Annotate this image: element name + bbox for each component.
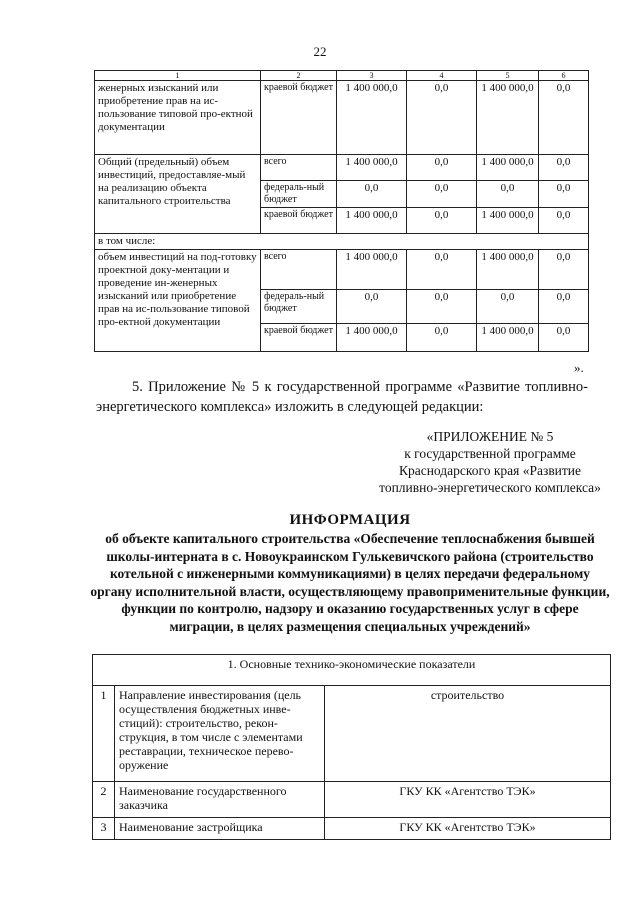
document-subtitle: об объекте капитального строительства «Обеспечение теплоснабжения бывшей школы-интерната в с. Новоукраинском Гулькевичского района (строительство котельной с инженерными коммуникациями) в целях передачи федеральному органу исполнительной власти, осуществляющему правоприменительные функции, функции по контролю, надзору и оказанию государственных услуг в сфере миграции, в целях размещения специальных учреждений»: [90, 531, 610, 634]
column-number: 3: [337, 71, 407, 81]
amount-cell: 1 400 000,0: [477, 81, 539, 155]
appendix-line: топливно-энергетического комплекса»: [379, 480, 601, 495]
table-row: [93, 686, 611, 782]
table-header-row: [95, 71, 589, 81]
table-row: [93, 818, 611, 840]
budget-type: всего: [261, 155, 337, 181]
amount-cell: 0,0: [539, 181, 589, 208]
row-label: Наименование государственного заказчика: [115, 782, 325, 818]
budget-type: краевой бюджет: [261, 324, 337, 352]
table-row: [93, 782, 611, 818]
amount-cell: 0,0: [407, 324, 477, 352]
section-title: 1. Основные технико-экономические показатели: [93, 655, 611, 686]
amount-cell: 0,0: [407, 208, 477, 234]
row-value: ГКУ КК «Агентство ТЭК»: [325, 782, 611, 818]
table-section-row: [93, 655, 611, 686]
amount-cell: 1 400 000,0: [337, 324, 407, 352]
amount-cell: 0,0: [407, 155, 477, 181]
amount-cell: 0,0: [407, 181, 477, 208]
row-number: 1: [93, 686, 115, 782]
budget-type: краевой бюджет: [261, 208, 337, 234]
amount-cell: 0,0: [539, 324, 589, 352]
budget-type: федераль-ный бюджет: [261, 181, 337, 208]
amount-cell: 0,0: [539, 81, 589, 155]
row-number: 3: [93, 818, 115, 840]
section-label: в том числе:: [95, 234, 589, 250]
column-number: 2: [261, 71, 337, 81]
amount-cell: 0,0: [477, 290, 539, 324]
table-row: [95, 250, 589, 290]
table-row: [95, 234, 589, 250]
budget-type: краевой бюджет: [261, 81, 337, 155]
amount-cell: 0,0: [407, 250, 477, 290]
amount-cell: 1 400 000,0: [337, 81, 407, 155]
page-number: 22: [313, 44, 327, 59]
investment-table: [94, 70, 589, 352]
row-value: ГКУ КК «Агентство ТЭК»: [325, 818, 611, 840]
amount-cell: 0,0: [539, 208, 589, 234]
row-description: Общий (предельный) объем инвестиций, предоставляе-мый на реализацию объекта капитального строительства: [95, 155, 261, 234]
appendix-line: к государственной программе: [404, 446, 576, 461]
amount-cell: 0,0: [539, 250, 589, 290]
column-number: 4: [407, 71, 477, 81]
row-description: объем инвестиций на под-готовку проектной доку-ментации и проведение ин-женерных изысканий или приобретение прав на ис-пользование типовой про-ектной документации: [95, 250, 261, 352]
appendix-line: «ПРИЛОЖЕНИЕ № 5: [426, 429, 554, 444]
indicators-table: [92, 654, 611, 840]
amendment-paragraph: 5. Приложение № 5 к государственной программе «Развитие топливно-энергетического комплекса» изложить в следующей редакции:: [96, 379, 588, 415]
column-number: 6: [539, 71, 589, 81]
amount-cell: 0,0: [337, 290, 407, 324]
amount-cell: 0,0: [539, 155, 589, 181]
table-row: [95, 155, 589, 181]
amount-cell: 0,0: [337, 181, 407, 208]
amount-cell: 0,0: [407, 81, 477, 155]
amount-cell: 1 400 000,0: [337, 208, 407, 234]
row-label: Наименование застройщика: [115, 818, 325, 840]
budget-type: всего: [261, 250, 337, 290]
table-row: [95, 81, 589, 155]
amount-cell: 0,0: [407, 290, 477, 324]
amount-cell: 1 400 000,0: [477, 155, 539, 181]
appendix-heading: [360, 428, 620, 496]
closing-quote-mark: ».: [574, 360, 584, 375]
amount-cell: 1 400 000,0: [337, 250, 407, 290]
amount-cell: 0,0: [477, 181, 539, 208]
row-value: строительство: [325, 686, 611, 782]
column-number: 1: [95, 71, 261, 81]
amount-cell: 1 400 000,0: [477, 208, 539, 234]
budget-type: федераль-ный бюджет: [261, 290, 337, 324]
amount-cell: 1 400 000,0: [477, 250, 539, 290]
row-label: Направление инвестирования (цель осуществления бюджетных инве-стиций): строительство, рекон-струкция, в том числе с элементами реставрации, техническое перево-оружение: [115, 686, 325, 782]
column-number: 5: [477, 71, 539, 81]
amount-cell: 1 400 000,0: [477, 324, 539, 352]
row-number: 2: [93, 782, 115, 818]
document-title: ИНФОРМАЦИЯ: [289, 512, 411, 528]
appendix-line: Краснодарского края «Развитие: [398, 463, 582, 478]
amount-cell: 0,0: [539, 290, 589, 324]
amount-cell: 1 400 000,0: [337, 155, 407, 181]
row-description: женерных изысканий или приобретение прав на ис-пользование типовой про-ектной документации: [95, 81, 261, 155]
